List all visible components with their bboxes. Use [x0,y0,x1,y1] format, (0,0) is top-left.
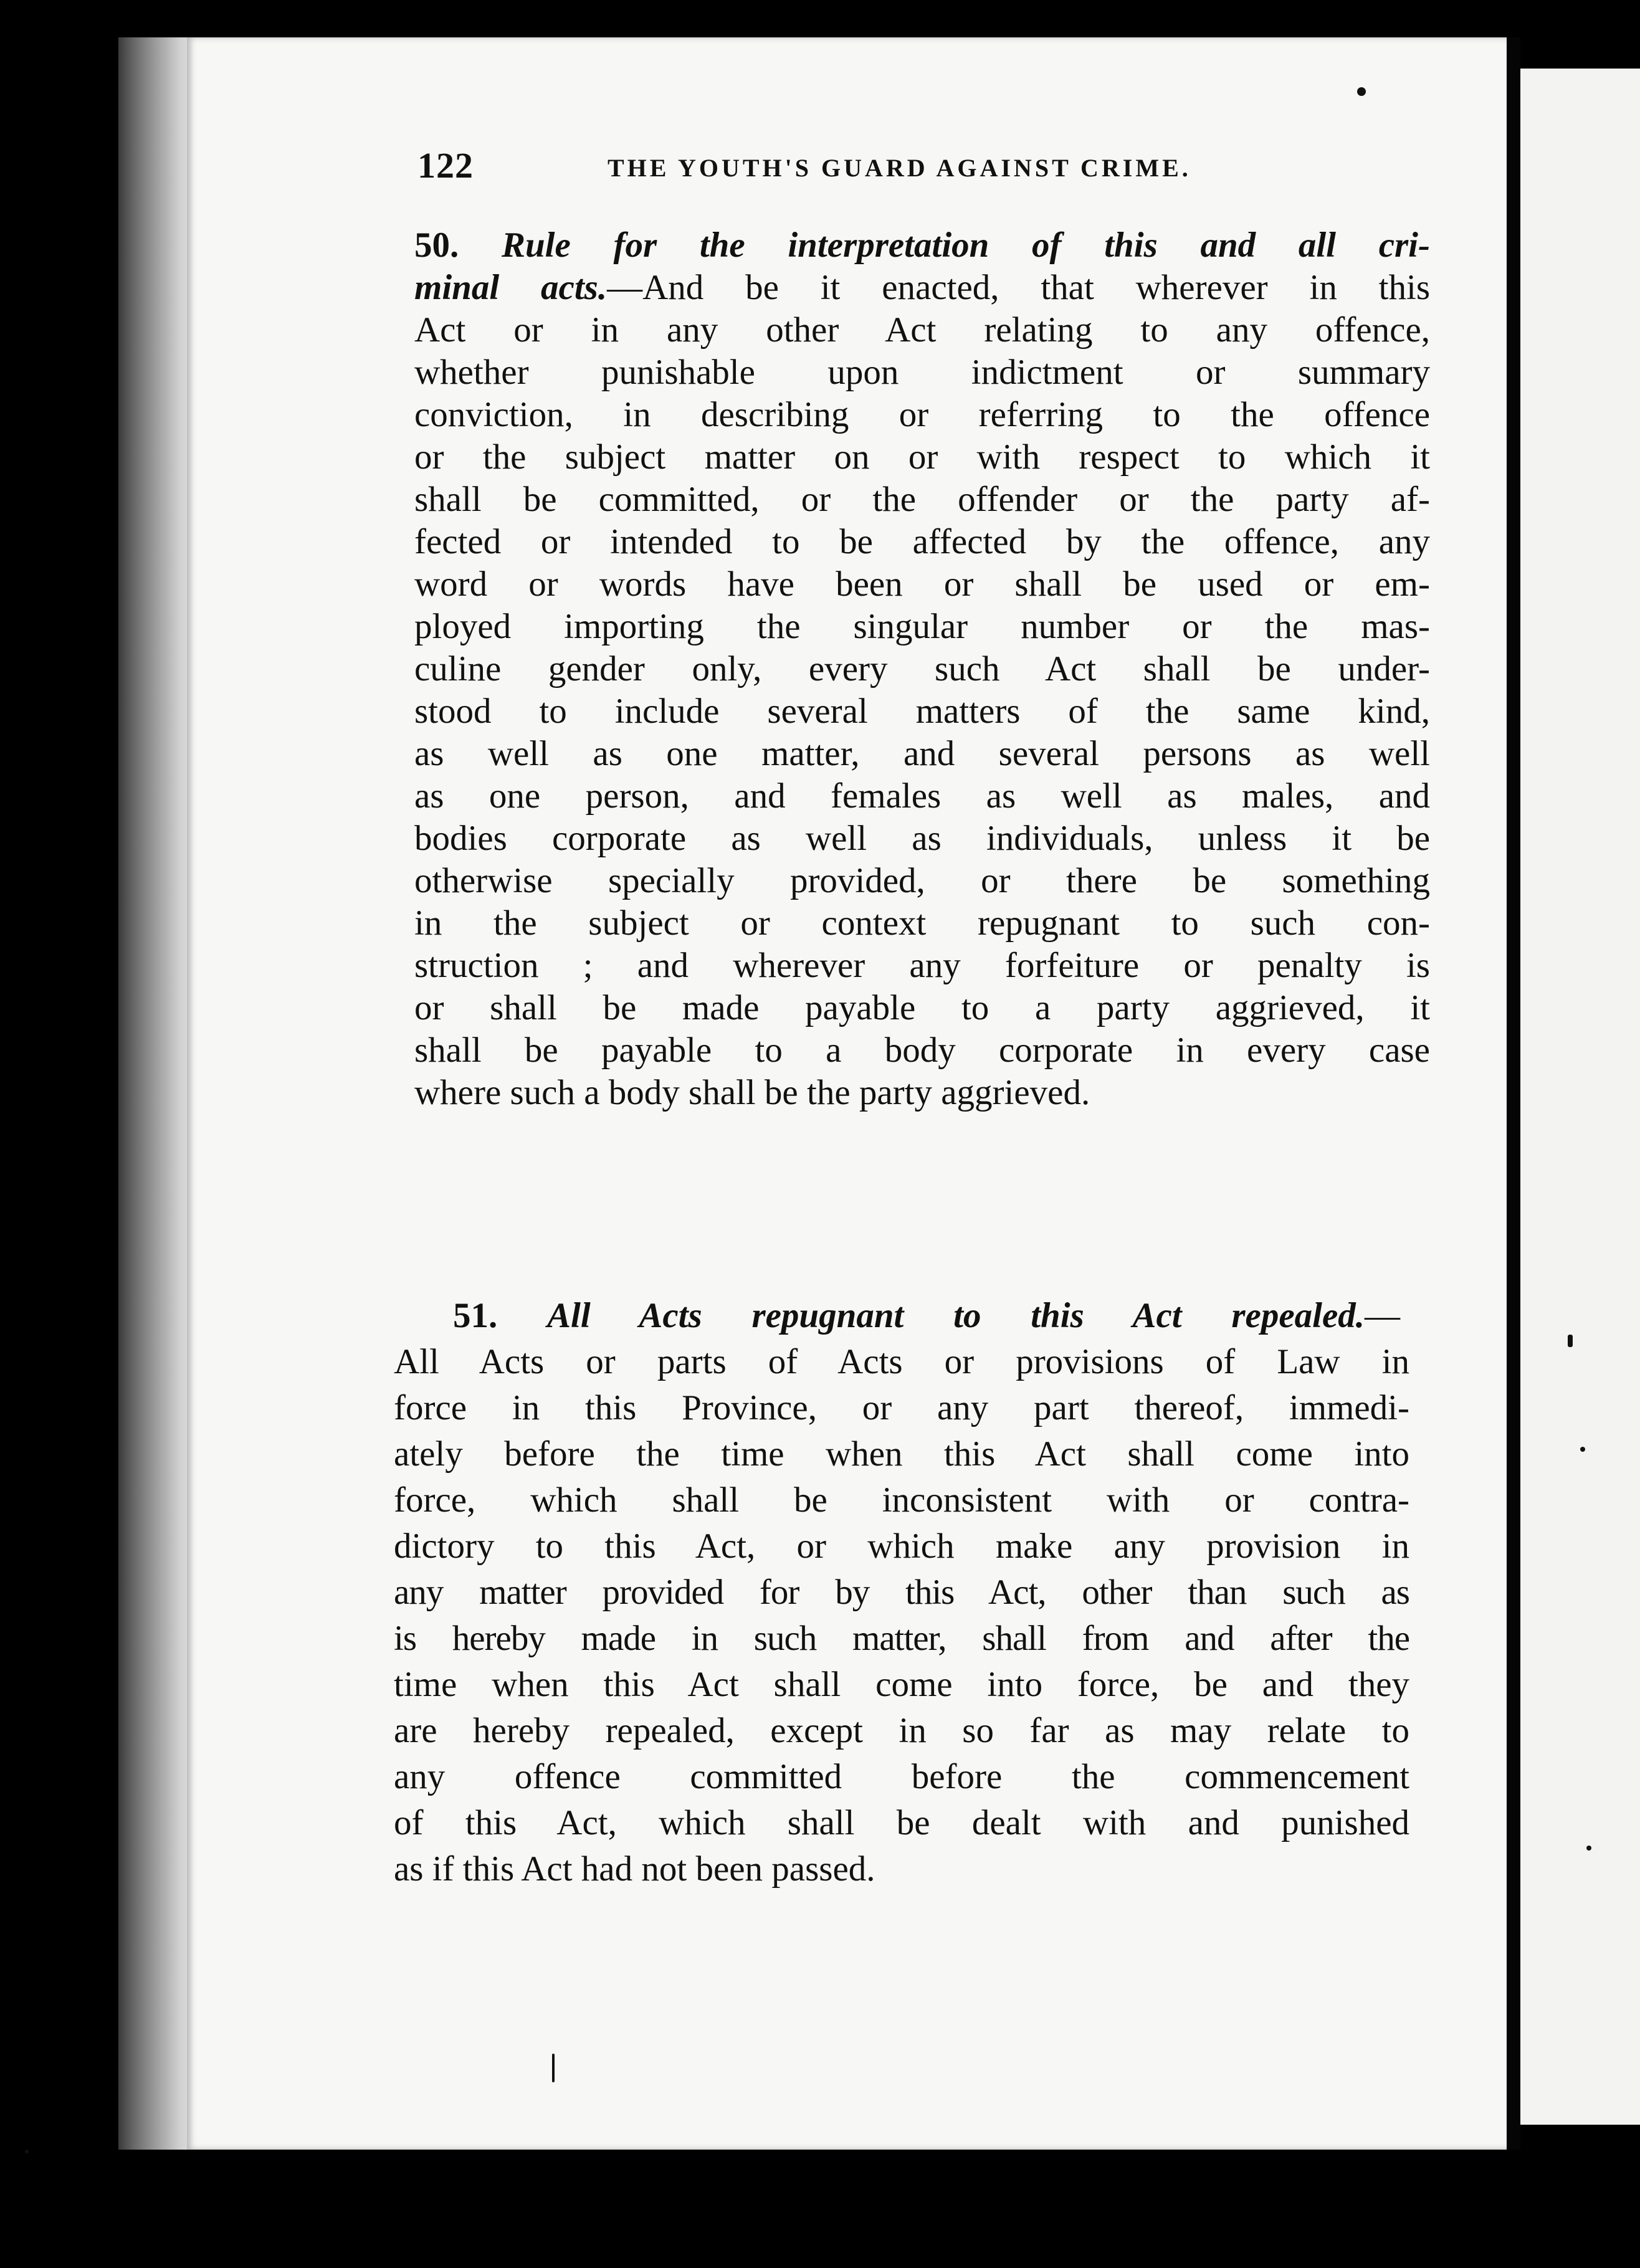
text-line: All Acts or parts of Acts or provisions of Law in [394,1342,1409,1381]
text-line: Act or in any other Act relating to any offence, [414,310,1430,350]
text-line: is hereby made in such matter, shall from and after the [394,1619,1409,1658]
running-head: THE YOUTH'S GUARD AGAINST CRIME. [608,154,1191,182]
ink-speck [1357,87,1366,96]
text-line: any offence committed before the commencement [394,1757,1409,1796]
text-line: as one person, and females as well as males, and [414,776,1430,816]
section-number: 50. [414,226,459,265]
text-line: culine gender only, every such Act shall be under- [414,649,1430,688]
page-header [417,145,1290,194]
text-line: of this Act, which shall be dealt with and punished [394,1803,1409,1842]
section-number: 51. [453,1296,498,1335]
text-line: ployed importing the singular number or the mas- [414,607,1430,646]
page-number: 122 [417,145,474,186]
text-line: ately before the time when this Act shall come into [394,1434,1409,1474]
heading-dash: — [1365,1296,1400,1335]
text-line: conviction, in describing or referring to the offence [414,395,1430,434]
book-gutter [1507,37,1520,2150]
text-line: as well as one matter, and several persons as well [414,734,1430,773]
text-line: shall be committed, or the offender or the party af- [414,480,1430,519]
text-line [414,268,1430,308]
text-line: word or words have been or shall be used or em- [414,565,1430,604]
text-line: force, which shall be inconsistent with or contra- [394,1480,1409,1520]
text-line: or shall be made payable to a party aggrieved, it [414,988,1430,1027]
text-line: or the subject matter on or with respect to which it [414,437,1430,477]
text-line: as if this Act had not been passed. [394,1849,875,1889]
text-line: fected or intended to be affected by the offence, any [414,522,1430,561]
section-50 [414,226,1442,1254]
section-heading: Rule for the interpretation of this and all cri- [501,226,1430,265]
text-line: are hereby repealed, except in so far as may relate to [394,1711,1409,1750]
ink-speck [1568,1335,1573,1347]
text-line: in the subject or context repugnant to such con- [414,903,1430,943]
text-line: where such a body shall be the party aggrieved. [414,1073,1090,1112]
section-heading: minal acts. [414,268,608,307]
section-heading: All Acts repugnant to this Act repealed. [547,1296,1365,1335]
text-line: bodies corporate as well as individuals, unless it be [414,819,1430,858]
facing-page-edge [1520,69,1640,2125]
text-line-rest: —And be it enacted, that wherever in this [607,268,1430,307]
ink-speck [1586,1846,1591,1851]
section-51 [394,1296,1422,1994]
section-50-heading-line [414,226,1430,265]
ink-speck [552,2054,555,2082]
text-line: dictory to this Act, or which make any provision in [394,1527,1409,1566]
ink-speck [1580,1447,1585,1452]
text-line: stood to include several matters of the same kind, [414,692,1430,731]
text-line: struction ; and wherever any forfeiture or penalty is [414,946,1430,985]
text-line: force in this Province, or any part thereof, immedi- [394,1388,1409,1427]
text-line: otherwise specially provided, or there be something [414,861,1430,900]
text-line: shall be payable to a body corporate in every case [414,1031,1430,1070]
text-line: any matter provided for by this Act, other than such as [394,1573,1409,1612]
ink-speck [25,2150,29,2153]
text-line: time when this Act shall come into force, be and they [394,1665,1409,1704]
section-51-heading-line [453,1296,1400,1336]
text-line: whether punishable upon indictment or summary [414,353,1430,392]
